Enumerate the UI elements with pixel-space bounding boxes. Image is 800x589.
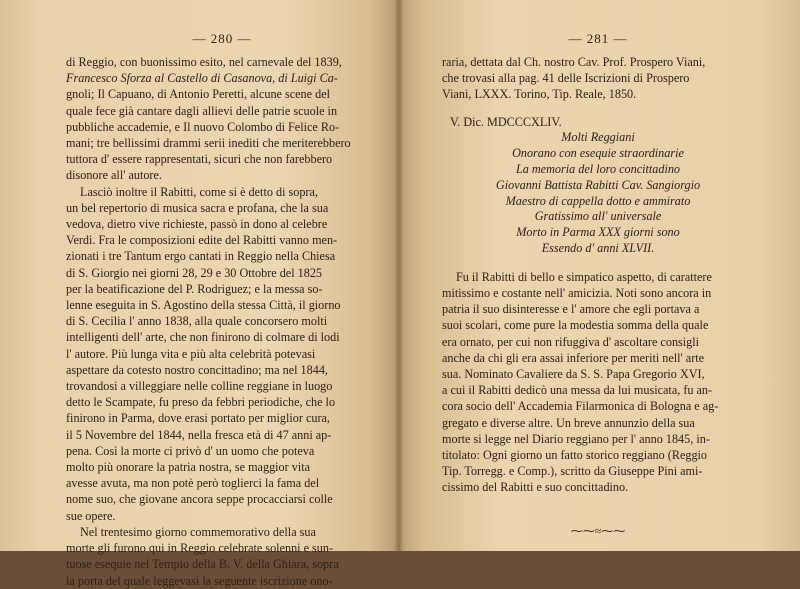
inscription-line: Essendo d' anni XLVII.: [541, 240, 655, 255]
text-line: per la beatificazione del P. Rodriguez; e la messa so-: [66, 281, 323, 296]
text-line: sue opere.: [66, 508, 116, 523]
text-line: molto più onorare la patria nostra, se maggior vita: [66, 460, 311, 475]
text-line: disonore all' autore.: [66, 168, 162, 183]
text-line: l' autore. Più lunga vita e più alta celebrità potevasi: [66, 346, 316, 361]
text-line: raria, dettata dal Ch. nostro Cav. Prof. Prospero Viani,: [442, 55, 706, 69]
text-line: Viani, LXXX. Torino, Tip. Reale, 1850.: [442, 87, 637, 102]
text-line: che trovasi alla pag. 41 delle Iscrizioni di Prospero: [442, 71, 690, 86]
inscription-line: Onorano con esequie straordinarie: [512, 146, 684, 161]
inscription-date: V. Dic. MDCCCXLIV.: [450, 114, 562, 129]
text-line: mitissimo e costante nell' amicizia. Noti sono ancora in: [442, 285, 712, 300]
inscription-line: La memoria del loro concittadino: [515, 162, 681, 176]
text-line: Lasciò inoltre il Rabitti, come si è detto di sopra,: [80, 184, 318, 199]
text-line: cissimo del Rabitti e suo concittadino.: [442, 480, 629, 495]
text-line: titolato: Ogni giorno un fatto storico reggiano (Reggio: [442, 448, 708, 463]
inscription-line: Gratissimo all' universale: [534, 209, 662, 224]
text-line: di Reggio, con buonissimo esito, nel carnevale del 1839,: [66, 55, 342, 69]
text-line: anche da chi gli era assai inferiore per meriti nell' arte: [442, 350, 705, 365]
text-line: zionati i tre Tantum ergo cantati in Reggio nella Chiesa: [66, 249, 336, 264]
paragraph-3: [66, 524, 378, 589]
text-line: avesse avuta, ma non potè però toglierci la fama del: [66, 476, 320, 491]
left-page-text: [66, 54, 378, 589]
text-line: pena. Così la morte ci privò d' un uomo che poteva: [66, 443, 315, 458]
right-page-text: [442, 54, 754, 103]
text-line: Tip. Torregg. e Comp.), scritto da Giuseppe Pini ami-: [442, 464, 703, 479]
text-line: Fu il Rabitti di bello e simpatico aspetto, di carattere: [456, 269, 712, 284]
paragraph-4: [442, 269, 754, 496]
text-line: aspettare da cotesto nostro concittadino; ma nel 1844,: [66, 362, 328, 377]
right-page-body: [442, 269, 754, 496]
inscription-line: Maestro di cappella dotto e ammirato: [505, 193, 691, 208]
text-line: mani; tre bellissimi drammi serii inediti che meriterebbero: [66, 136, 351, 151]
text-line: suoi scolari, come pure la modestia somma della quale: [442, 318, 709, 333]
inscription: [442, 115, 754, 257]
inscription-line: Molti Reggiani: [561, 130, 635, 145]
text-line: lenne eseguita in S. Agostino della stessa Città, il giorno: [66, 298, 341, 313]
text-line: finirono in Parma, dove erasi portato per miglior cura,: [66, 411, 330, 426]
left-page: [0, 0, 398, 588]
inscription-line: Giovanni Battista Rabitti Cav. Sangiorgio: [495, 177, 701, 192]
right-page: [398, 0, 800, 551]
text-line: quale fece già cantare dagli allievi delle patrie scuole in: [66, 103, 338, 118]
text-line: la porta del quale leggevasi la seguente iscrizione ono-: [66, 573, 333, 588]
text-line: a cui il Rabitti dedicò una messa da lui musicata, fu an-: [442, 383, 713, 398]
text-line: Verdi. Fra le composizioni edite del Rabitti vanno men-: [66, 233, 338, 248]
text-line: Francesco Sforza al Castello di Casanova, di Luigi Ca-: [66, 71, 338, 86]
text-line: pubbliche accademie, e Il nuovo Colombo di Felice Ro-: [66, 119, 340, 134]
page-number-left: — 280 —: [192, 31, 252, 46]
text-line: di S. Giorgio nei giorni 28, 29 e 30 Ottobre del 1825: [66, 265, 323, 280]
paragraph-1: [66, 54, 378, 184]
text-line: era ornato, per cui non rifuggiva d' ascoltare consigli: [442, 334, 700, 349]
text-line: il 5 Novembre del 1844, nella fresca età di 47 anni ap-: [66, 427, 332, 442]
text-line: gregato e diverse altre. Un breve annunzio della sua: [442, 415, 695, 430]
text-line: gnoli; Il Capuano, di Antonio Peretti, alcune scene del: [66, 87, 331, 102]
text-line: intelligenti dell' arte, che non finirono di colmare di lodi: [66, 330, 340, 345]
text-line: morte si legge nel Diario reggiano per l' anno 1845, in-: [442, 431, 710, 446]
text-line: nome suo, che giovane ancora seppe procacciarsi colle: [66, 492, 333, 507]
text-line: un bel repertorio di musica sacra e profana, che la sua: [66, 200, 329, 215]
inscription-line: Morto in Parma XXX giorni sono: [516, 225, 680, 240]
text-line: tuose esequie nel Tempio della B. V. della Ghiara, sopra: [66, 557, 339, 572]
paragraph-2: [66, 184, 378, 524]
text-line: morte gli furono qui in Reggio celebrate solenni e sun-: [66, 541, 334, 556]
page-number-right: — 281 —: [568, 31, 628, 46]
text-line: patria il suo disinteresse e l' amore che egli portava a: [442, 302, 700, 317]
text-line: trovandosi a villeggiare nelle colline reggiane in luogo: [66, 379, 333, 394]
ornament-divider: ⁓⁓≈⁓⁓: [570, 523, 626, 538]
text-line: sua. Nominato Cavaliere da S. S. Papa Gregorio XVI,: [442, 367, 705, 381]
text-line: detto le Scampate, fu preso da febbri periodiche, che lo: [66, 395, 336, 410]
text-line: Nel trentesimo giorno commemorativo della sua: [80, 524, 316, 539]
text-line: tuttora d' essere rappresentati, sicuri che non farebbero: [66, 152, 333, 167]
text-line: vedova, dietro vive richieste, passò in dono al celebre: [66, 217, 328, 232]
intro-paragraph: [442, 54, 754, 103]
text-line: di S. Cecilia l' anno 1838, alla quale concorsero molti: [66, 314, 328, 329]
text-line: cora socio dell' Accademia Filarmonica di Bologna e ag-: [442, 399, 719, 414]
